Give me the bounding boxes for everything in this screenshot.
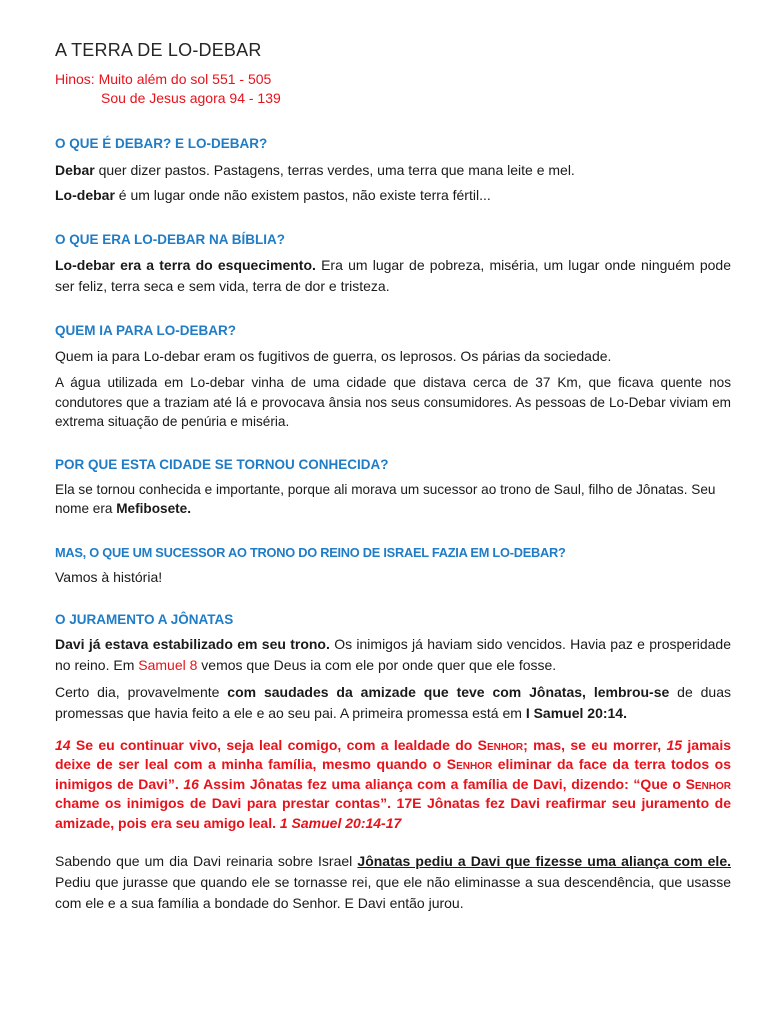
section-heading-bible: O QUE ERA LO-DEBAR NA BÍBLIA? <box>55 232 285 247</box>
lord-word: Senhor <box>477 736 524 753</box>
paragraph-text: de duas promessas que havia feito a ele e ao seu pai. A primeira promessa está em <box>55 683 731 721</box>
paragraph-debar-definition <box>55 160 731 181</box>
definition-text: quer dizer pastos. Pastagens, terras verdes, uma terra que mana leite e mel. <box>94 162 575 178</box>
bold-statement: com saudades da amizade que teve com Jônatas, lembrou-se <box>227 683 670 700</box>
bold-statement: Davi já estava estabilizado em seu trono. <box>55 635 330 652</box>
verse-number: 15 <box>666 736 683 753</box>
section-heading-known: POR QUE ESTA CIDADE SE TORNOU CONHECIDA? <box>55 456 389 472</box>
paragraph-who: Quem ia para Lo-debar eram os fugitivos de guerra, os leprosos. Os párias da sociedade. <box>55 348 612 364</box>
term-lodebar: Lo-debar <box>55 187 115 203</box>
verse-number: 14 <box>55 736 71 753</box>
name-mefibosete: Mefibosete. <box>116 501 191 516</box>
section-heading-who: QUEM IA PARA LO-DEBAR? <box>55 323 236 338</box>
paragraph-text: vemos que Deus ia com ele por onde quer que ele fosse. <box>197 656 557 673</box>
paragraph-text: Era um lugar de pobreza, miséria, um lugar onde ninguém pode ser feliz, terra seca e sem vida, terra de dor e tristeza. <box>55 257 731 294</box>
scripture-reference: I Samuel 20:14. <box>525 704 627 721</box>
underlined-statement: Jônatas pediu a Davi que fizesse uma aliança com ele. <box>357 853 731 869</box>
scripture-quote <box>55 736 731 834</box>
paragraph-david-throne <box>55 634 731 676</box>
paragraph-lodebar-definition <box>55 185 731 206</box>
section-heading-oath: O JURAMENTO A JÔNATAS <box>55 611 234 627</box>
paragraph-alliance <box>55 851 731 914</box>
bold-statement: Lo-debar era a terra do esquecimento. <box>55 257 316 273</box>
lord-word: Senhor <box>446 756 493 772</box>
scripture-reference: Samuel 8 <box>138 656 198 673</box>
paragraph-promises <box>55 682 731 724</box>
quote-text: ; mas, se eu morrer, <box>523 736 667 753</box>
lord-word: Senhor <box>685 775 732 792</box>
hymn-line-1: Hinos: Muito além do sol 551 - 505 <box>55 71 272 87</box>
paragraph-text: Certo dia, provavelmente <box>55 683 228 700</box>
hymns-block <box>55 70 731 108</box>
quote-text: chame os inimigos de Davi para prestar contas”. 17E Jônatas fez Davi reafirmar seu juramento de amizade, pois era seu amigo leal. <box>55 795 731 831</box>
quote-text: Se eu continuar vivo, seja leal comigo, com a lealdade do <box>70 736 478 753</box>
paragraph-bible <box>55 255 731 297</box>
term-debar: Debar <box>55 162 95 178</box>
paragraph-story: Vamos à história! <box>55 568 163 585</box>
paragraph-text: Sabendo que um dia Davi reinaria sobre Israel <box>55 853 358 869</box>
paragraph-known <box>55 480 731 519</box>
verse-number: 16 <box>183 775 199 792</box>
section-heading-successor: MAS, O QUE UM SUCESSOR AO TRONO DO REINO DE ISRAEL FAZIA EM LO-DEBAR? <box>55 544 566 560</box>
paragraph-text: Os inimigos já haviam sido vencidos. Havia paz e prosperidade no reino. Em <box>55 635 731 673</box>
paragraph-text: Pediu que jurasse que quando ele se tornasse rei, que ele não eliminasse a sua descendência, que usasse com ele e a sua família a bondade do Senhor. E Davi então jurou. <box>55 874 731 911</box>
paragraph-water: A água utilizada em Lo-debar vinha de uma cidade que distava cerca de 37 Km, que ficava quente nos condutores que a traziam até lá e provocava ânsia nos seus consumidores. As pessoas de Lo-Debar viviam em extrema situação de penúria e miséria. <box>55 375 731 429</box>
definition-text: é um lugar onde não existem pastos, não existe terra fértil... <box>114 187 491 203</box>
document-title: A TERRA DE LO-DEBAR <box>55 40 262 60</box>
paragraph-text: Ela se tornou conhecida e importante, porque ali morava um sucessor ao trono de Saul, filho de Jônatas. Seu nome era <box>55 481 716 516</box>
scripture-reference: 1 Samuel 20:14-17 <box>279 814 402 831</box>
document-page <box>55 40 731 914</box>
section-heading-debar: O QUE É DEBAR? E LO-DEBAR? <box>55 136 268 151</box>
quote-text: eliminar da face da terra todos os inimigos de Davi”. <box>55 756 731 792</box>
hymn-line-2: Sou de Jesus agora 94 - 139 <box>101 90 281 106</box>
quote-text: Assim Jônatas fez uma aliança com a família de Davi, dizendo: “Que o <box>198 775 686 792</box>
quote-text: jamais deixe de ser leal com a minha família, mesmo quando o <box>55 736 731 772</box>
